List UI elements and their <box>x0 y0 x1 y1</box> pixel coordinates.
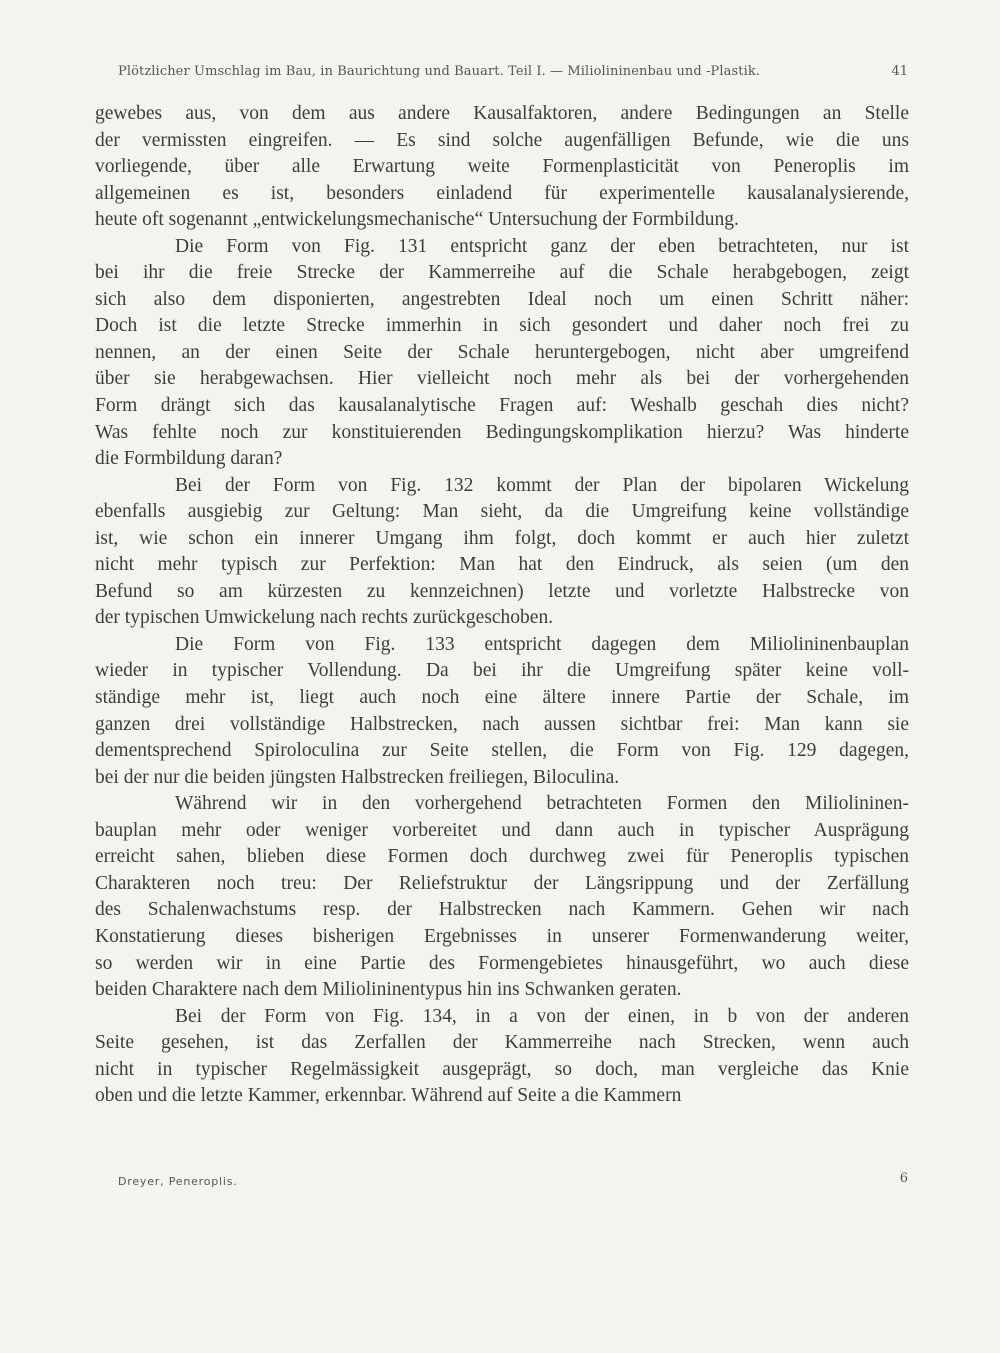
text-line: der typischen Umwickelung nach rechts zurückgeschoben. <box>95 607 554 629</box>
signature-mark: 6 <box>899 1171 908 1186</box>
text-line: so werden wir in eine Partie des Formengebietes hinausgeführt, wo auch diese <box>95 952 909 974</box>
text-line: Charakteren noch treu: Der Reliefstruktur der Längsrippung und der Zerfällung <box>95 872 909 894</box>
text-line: Während wir in den vorhergehend betrachteten Formen den Miliolininen- <box>175 793 909 815</box>
text-line: über sie herabgewachsen. Hier vielleicht noch mehr als bei der vorhergehenden <box>95 368 909 390</box>
text-line: Konstatierung dieses bisherigen Ergebnisses in unserer Formenwanderung weiter, <box>95 925 909 947</box>
text-line: ganzen drei vollständige Halbstrecken, nach aussen sichtbar frei: Man kann sie <box>95 713 909 735</box>
text-line: des Schalenwachstums resp. der Halbstrecken nach Kammern. Gehen wir nach <box>95 899 909 921</box>
text-line: bei der nur die beiden jüngsten Halbstrecken freiliegen, Biloculina. <box>95 766 620 788</box>
text-line: Doch ist die letzte Strecke immerhin in sich gesondert und daher noch frei zu <box>95 315 909 337</box>
text-line: vorliegende, über alle Erwartung weite Formenplasticität von Peneroplis im <box>95 156 909 178</box>
text-line: Bei der Form von Fig. 134, in a von der einen, in b von der anderen <box>175 1005 909 1027</box>
text-line: allgemeinen es ist, besonders einladend für experimentelle kausalanalysierende, <box>95 182 909 204</box>
text-line: bei ihr die freie Strecke der Kammerreihe auf die Schale herabgebogen, zeigt <box>95 262 909 284</box>
body-text <box>95 101 909 1110</box>
text-line: bauplan mehr oder weniger vorbereitet und dann auch in typischer Ausprägung <box>95 819 909 841</box>
text-line: Bei der Form von Fig. 132 kommt der Plan der bipolaren Wickelung <box>175 474 909 496</box>
text-line: nicht mehr typisch zur Perfektion: Man hat den Eindruck, als seien (um den <box>95 554 909 576</box>
text-line: Seite gesehen, ist das Zerfallen der Kammerreihe nach Strecken, wenn auch <box>95 1032 909 1054</box>
text-line: erreicht sahen, blieben diese Formen doch durchweg zwei für Peneroplis typischen <box>95 846 909 868</box>
text-line: wieder in typischer Vollendung. Da bei ihr die Umgreifung später keine voll- <box>95 660 909 682</box>
text-line: Die Form von Fig. 131 entspricht ganz der eben betrachteten, nur ist <box>175 235 909 257</box>
text-line: beiden Charaktere nach dem Miliolininentypus hin ins Schwanken geraten. <box>95 979 682 1001</box>
text-line: der vermissten eingreifen. — Es sind solche augenfälligen Befunde, wie die uns <box>95 129 909 151</box>
page-footer <box>118 1171 908 1191</box>
text-line: heute oft sogenannt „entwickelungsmechanische“ Untersuchung der Formbildung. <box>95 209 739 231</box>
text-line: gewebes aus, von dem aus andere Kausalfaktoren, andere Bedingungen an Stelle <box>95 103 909 124</box>
text-line: ist, wie schon ein innerer Umgang ihm folgt, doch kommt er auch hier zuletzt <box>95 527 909 549</box>
text-line: Befund so am kürzesten zu kennzeichnen) letzte und vorletzte Halbstrecke von <box>95 580 909 602</box>
running-title: Plötzlicher Umschlag im Bau, in Baurichtung und Bauart. Teil I. — Miliolininenbau und -Plastik. <box>118 64 761 79</box>
text-line: Form drängt sich das kausalanalytische Fragen auf: Weshalb geschah dies nicht? <box>95 395 909 417</box>
footer-author: Dreyer, Peneroplis. <box>118 1175 238 1188</box>
page-header <box>118 64 908 84</box>
text-line: die Formbildung daran? <box>95 448 283 470</box>
text-line: dementsprechend Spiroloculina zur Seite stellen, die Form von Fig. 129 dagegen, <box>95 740 909 762</box>
text-line: nicht in typischer Regelmässigkeit ausgeprägt, so doch, man vergleiche das Knie <box>95 1058 909 1080</box>
text-line: ständige mehr ist, liegt auch noch eine ältere innere Partie der Schale, im <box>95 687 909 709</box>
page-number: 41 <box>891 64 908 79</box>
text-line: sich also dem disponierten, angestrebten Ideal noch um einen Schritt näher: <box>95 288 909 310</box>
text-line: oben und die letzte Kammer, erkennbar. Während auf Seite a die Kammern <box>95 1085 682 1107</box>
text-line: nennen, an der einen Seite der Schale heruntergebogen, nicht aber umgreifend <box>95 341 909 363</box>
text-line: Was fehlte noch zur konstituierenden Bedingungskomplikation hierzu? Was hinderte <box>95 421 909 443</box>
text-line: ebenfalls ausgiebig zur Geltung: Man sieht, da die Umgreifung keine vollständige <box>95 501 909 523</box>
text-line: Die Form von Fig. 133 entspricht dagegen dem Miliolininenbauplan <box>175 633 909 655</box>
